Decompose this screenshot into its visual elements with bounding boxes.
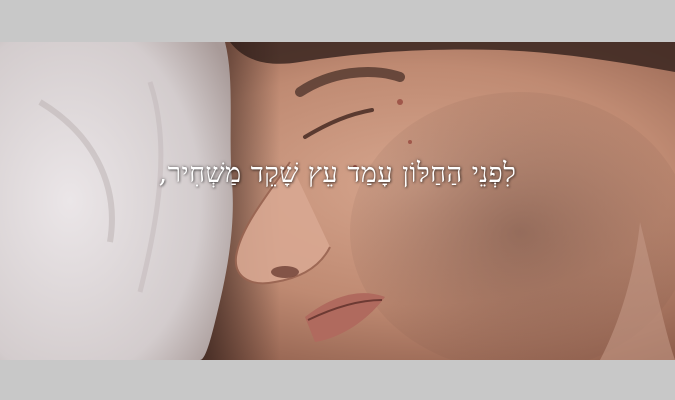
skin-spot <box>397 99 403 105</box>
nostril <box>271 266 299 278</box>
skin-spot <box>408 140 412 144</box>
subtitle-caption: לִפְנֵי הַחַלּוֹן עָמַד עֵץ שָׁקֵד מַשְׁחִיר, <box>158 158 517 189</box>
video-still-image <box>0 42 675 360</box>
pillow <box>0 42 233 360</box>
video-frame[interactable] <box>0 42 675 360</box>
